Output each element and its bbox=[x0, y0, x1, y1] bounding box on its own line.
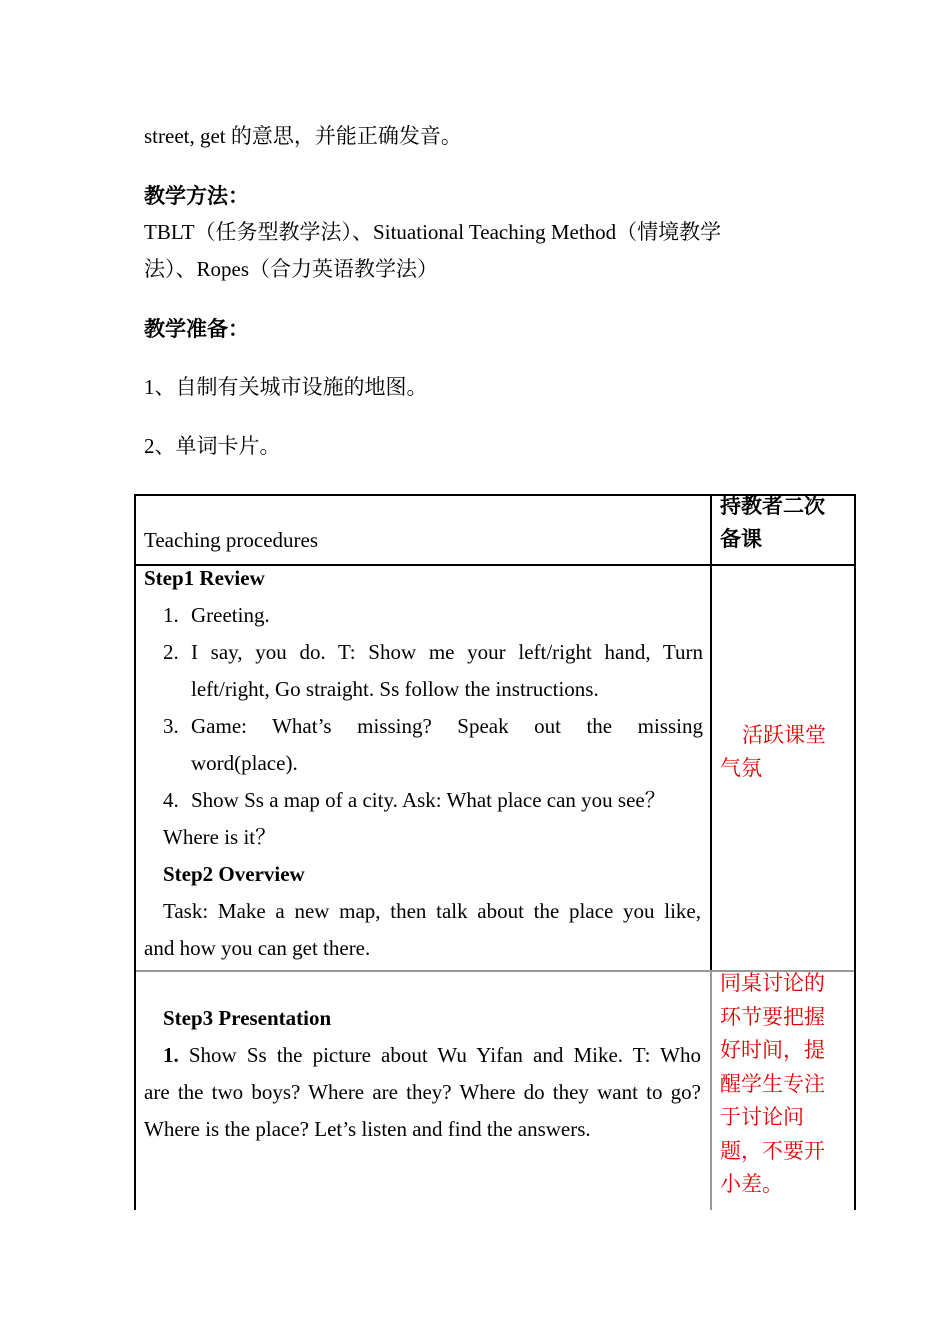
note-line: 气氛 bbox=[720, 756, 762, 780]
presentation-line-1 bbox=[163, 1037, 701, 1074]
review-item-text: Show Ss a map of a city. Ask: What place can you see？ bbox=[191, 788, 666, 812]
presentation-line-3: Where is the place? Let’s listen and find the answers. bbox=[144, 1117, 591, 1141]
note-line: 活跃课堂 bbox=[742, 723, 826, 747]
review-item-4 bbox=[163, 782, 666, 819]
intro-line: street, get 的意思，并能正确发音。 bbox=[144, 124, 462, 148]
review-item-2 bbox=[163, 634, 703, 708]
review-item-text: left/right, Go straight. Ss follow the instructions. bbox=[191, 677, 599, 701]
table-border-mid bbox=[710, 494, 712, 970]
note-active-class bbox=[720, 719, 846, 785]
review-item-text: Greeting. bbox=[191, 603, 270, 627]
task-line-1-text: Task: Make a new map, then talk about the place you like, bbox=[163, 899, 701, 923]
table-border-right bbox=[854, 494, 856, 1210]
review-item-text: I say, you do. T: Show me your left/right hand, Turn bbox=[191, 640, 703, 664]
where-is-it-line: Where is it？ bbox=[163, 825, 277, 849]
review-item-number: 4. bbox=[163, 788, 179, 812]
step1-title: Step1 Review bbox=[144, 566, 265, 590]
presentation-number: 1. bbox=[163, 1043, 179, 1067]
prep-heading: 教学准备： bbox=[144, 317, 249, 341]
header-second-prep-line-2: 备课 bbox=[720, 527, 762, 551]
note-line: 同桌讨论的 bbox=[720, 971, 825, 995]
presentation-line-1-text: Show Ss the picture about Wu Yifan and Mike. T: Who bbox=[178, 1043, 701, 1067]
prep-item-2: 2、单词卡片。 bbox=[144, 434, 281, 458]
header-second-prep-line-1: 持教者二次 bbox=[720, 494, 825, 518]
note-line: 小差。 bbox=[720, 1172, 783, 1196]
step3-title: Step3 Presentation bbox=[163, 1006, 332, 1030]
methods-line-2: 法）、Ropes（合力英语教学法） bbox=[144, 257, 438, 281]
review-item-1 bbox=[163, 597, 270, 634]
task-line-1 bbox=[163, 893, 701, 930]
note-pair-discussion bbox=[720, 967, 846, 1202]
teaching-table bbox=[134, 494, 856, 1210]
table-border-left bbox=[134, 494, 136, 1210]
review-item-text: Game: What’s missing? Speak out the missing bbox=[191, 714, 703, 738]
header-teaching-procedures: Teaching procedures bbox=[144, 528, 319, 552]
methods-heading: 教学方法： bbox=[144, 184, 249, 208]
presentation-line-2 bbox=[144, 1074, 701, 1111]
note-line: 醒学生专注 bbox=[720, 1071, 825, 1096]
note-line: 好时间，提 bbox=[720, 1038, 825, 1062]
prep-item-1: 1、自制有关城市设施的地图。 bbox=[144, 375, 428, 399]
review-item-number: 2. bbox=[163, 640, 179, 664]
note-line: 环节要把握 bbox=[720, 1004, 825, 1029]
presentation-line-2-text: are the two boys? Where are they? Where do they want to go? bbox=[144, 1080, 701, 1104]
note-line: 于讨论问 bbox=[720, 1105, 804, 1129]
step2-title: Step2 Overview bbox=[163, 862, 305, 886]
task-line-2: and how you can get there. bbox=[144, 936, 371, 960]
review-item-text: word(place). bbox=[191, 751, 298, 775]
table-border-mid-lower bbox=[710, 970, 712, 1210]
methods-line-1: TBLT（任务型教学法）、Situational Teaching Method（情境教学 bbox=[144, 220, 722, 244]
review-item-number: 1. bbox=[163, 603, 179, 627]
header-second-prep bbox=[720, 490, 825, 556]
review-item-number: 3. bbox=[163, 714, 179, 738]
note-line: 题，不要开 bbox=[720, 1138, 825, 1163]
review-item-3 bbox=[163, 708, 703, 782]
